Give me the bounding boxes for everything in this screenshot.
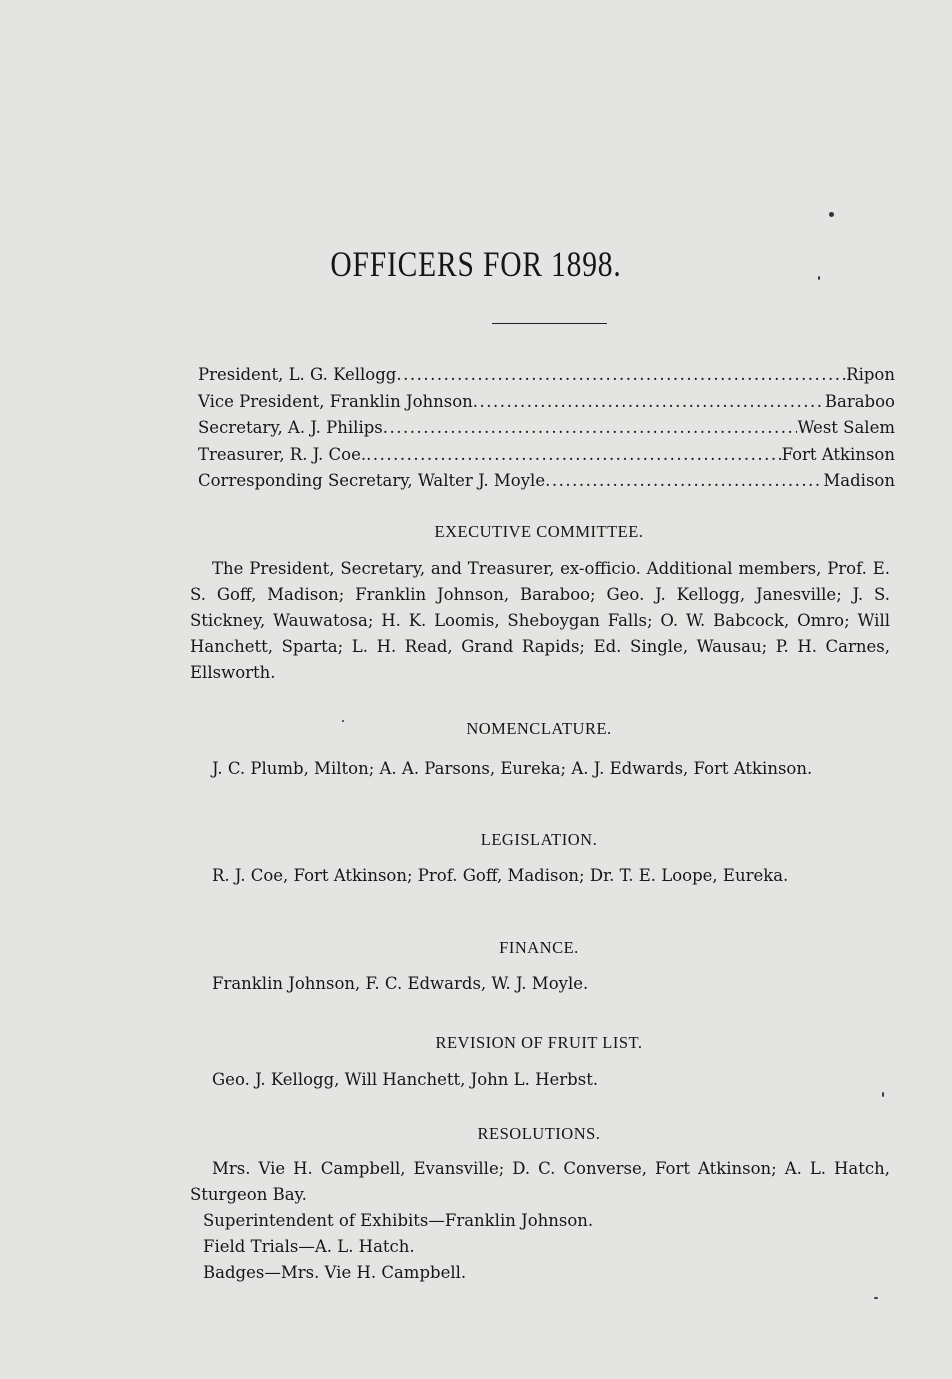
officer-place: Madison (823, 471, 895, 490)
finance-heading: FINANCE. (499, 938, 579, 957)
fruit-list-heading: REVISION OF FRUIT LIST. (435, 1033, 643, 1052)
legislation-body: R. J. Coe, Fort Atkinson; Prof. Goff, Madison; Dr. T. E. Loope, Eureka. (212, 866, 789, 885)
resolutions-body: Mrs. Vie H. Campbell, Evansville; D. C. Converse, Fort Atkinson; A. L. Hatch, Sturgeon Bay. (190, 1159, 890, 1204)
dot-leader (473, 389, 825, 416)
officer-place: Baraboo (824, 391, 895, 411)
officer-row-treasurer (198, 442, 895, 469)
nomenclature-body: J. C. Plumb, Milton; A. A. Parsons, Eureka; A. J. Edwards, Fort Atkinson. (212, 759, 813, 778)
ink-speck (829, 212, 834, 217)
resolutions-heading: RESOLUTIONS. (477, 1124, 601, 1143)
officer-row-president (198, 362, 895, 389)
nomenclature-heading: NOMENCLATURE. (466, 719, 612, 738)
field-trials: Field Trials—A. L. Hatch. (203, 1237, 415, 1256)
page-title: OFFICERS FOR 1898. (330, 244, 622, 284)
officer-name: President, L. G. Kellogg (198, 365, 397, 384)
officer-name: Vice President, Franklin Johnson (198, 391, 473, 411)
officer-place: Ripon (846, 365, 895, 384)
ink-speck (342, 720, 344, 722)
officer-row-vice-president (198, 389, 895, 416)
dot-leader (366, 442, 781, 469)
executive-committee-body: The President, Secretary, and Treasurer, ex-officio. Additional members, Prof. E. S. Goff, Madison; Franklin Johnson, Baraboo; Geo. J. Kellogg, Janesville; J. S. Stickney, Wauwatosa; H. K. Loomis, Sheboygan Falls; O. W. Babcock, Omro; Will Hanchett, Sparta; L. H. Read, Grand Rapids; Ed. Single, Wausau; P. H. Carnes, Ellsworth. (190, 559, 890, 682)
executive-committee-heading: EXECUTIVE COMMITTEE. (434, 522, 644, 541)
dot-leader (383, 415, 798, 442)
ink-speck (882, 1092, 884, 1097)
officer-place: West Salem (797, 418, 895, 437)
fruit-list-body: Geo. J. Kellogg, Will Hanchett, John L. Herbst. (212, 1070, 599, 1089)
officer-row-secretary (198, 415, 895, 442)
officer-place: Fort Atkinson (781, 444, 895, 464)
officer-row-corresponding-secretary (198, 468, 895, 495)
dot-leader (545, 468, 823, 495)
badges: Badges—Mrs. Vie H. Campbell. (203, 1263, 467, 1282)
superintendent-of-exhibits: Superintendent of Exhibits—Franklin Johnson. (203, 1211, 594, 1230)
title-rule (492, 323, 607, 324)
finance-body: Franklin Johnson, F. C. Edwards, W. J. Moyle. (212, 974, 589, 993)
legislation-heading: LEGISLATION. (480, 830, 598, 849)
officer-name: Treasurer, R. J. Coe. (198, 444, 367, 464)
ink-speck (874, 1297, 878, 1299)
officer-name: Secretary, A. J. Philips (198, 418, 383, 437)
dot-leader (396, 362, 846, 389)
ink-speck (818, 276, 820, 280)
officers-list (198, 362, 895, 495)
officer-name: Corresponding Secretary, Walter J. Moyle (198, 471, 546, 490)
